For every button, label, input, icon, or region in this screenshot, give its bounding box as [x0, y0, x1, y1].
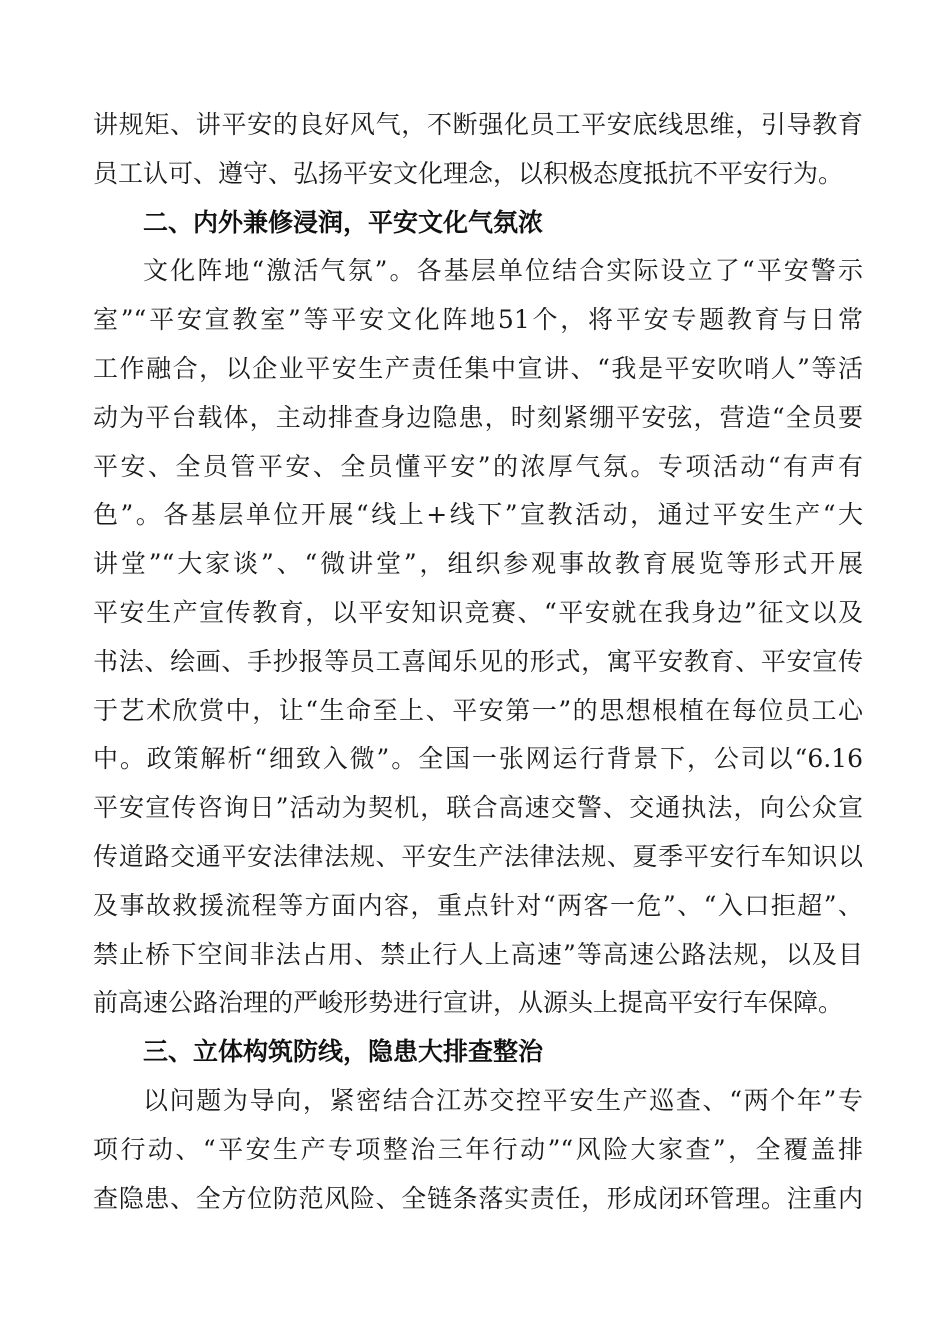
body-line: 文化阵地“激活气氛”。各基层单位结合实际设立了“平安警示	[143, 256, 863, 286]
body-line: 员工认可、遵守、弘扬平安文化理念，以积极态度抵抗不平安行为。	[93, 158, 844, 188]
body-line: 讲规矩、讲平安的良好风气，不断强化员工平安底线思维，引导教育	[93, 110, 863, 139]
body-line: 室”“平安宣教室”等平安文化阵地51个，将平安专题教育与日常	[93, 305, 863, 335]
body-line: 项行动、“平安生产专项整治三年行动”“风险大家查”，全覆盖排	[93, 1134, 863, 1164]
body-line: 平安、全员管平安、全员懂平安”的浓厚气氛。专项活动“有声有	[93, 451, 863, 481]
body-line: 以问题为导向，紧密结合江苏交控平安生产巡查、“两个年”专	[143, 1085, 863, 1115]
body-line: 色”。各基层单位开展“线上+线下”宣教活动，通过平安生产“大	[93, 500, 863, 530]
body-line: 前高速公路治理的严峻形势进行宣讲，从源头上提高平安行车保障。	[93, 988, 844, 1018]
body-line: 中。政策解析“细致入微”。全国一张网运行背景下，公司以“6.16	[93, 744, 863, 774]
body-line: 于艺术欣赏中，让“生命至上、平安第一”的思想根植在每位员工心	[93, 695, 863, 725]
body-line: 平安生产宣传教育，以平安知识竞赛、“平安就在我身边”征文以及	[93, 597, 863, 627]
body-line: 动为平台载体，主动排查身边隐患，时刻紧绷平安弦，营造“全员要	[93, 402, 863, 432]
body-line: 工作融合，以企业平安生产责任集中宣讲、“我是平安吹哨人”等活	[93, 353, 863, 383]
body-line: 禁止桥下空间非法占用、禁止行人上高速”等高速公路法规，以及目	[93, 939, 863, 969]
body-line: 书法、绘画、手抄报等员工喜闻乐见的形式，寓平安教育、平安宣传	[93, 646, 863, 676]
document-body	[93, 101, 863, 1223]
section-heading: 三、立体构筑防线，隐患大排查整治	[143, 1037, 544, 1067]
body-line: 查隐患、全方位防范风险、全链条落实责任，形成闭环管理。注重内	[93, 1183, 863, 1213]
body-line: 讲堂”“大家谈”、“微讲堂”，组织参观事故教育展览等形式开展	[93, 549, 863, 579]
body-line: 及事故救援流程等方面内容，重点针对“两客一危”、“入口拒超”、	[93, 890, 863, 920]
body-line: 传道路交通平安法律法规、平安生产法律法规、夏季平安行车知识以	[93, 841, 863, 871]
section-heading: 二、内外兼修浸润，平安文化气氛浓	[143, 207, 544, 237]
body-line: 平安宣传咨询日”活动为契机，联合高速交警、交通执法，向公众宣	[93, 793, 863, 823]
